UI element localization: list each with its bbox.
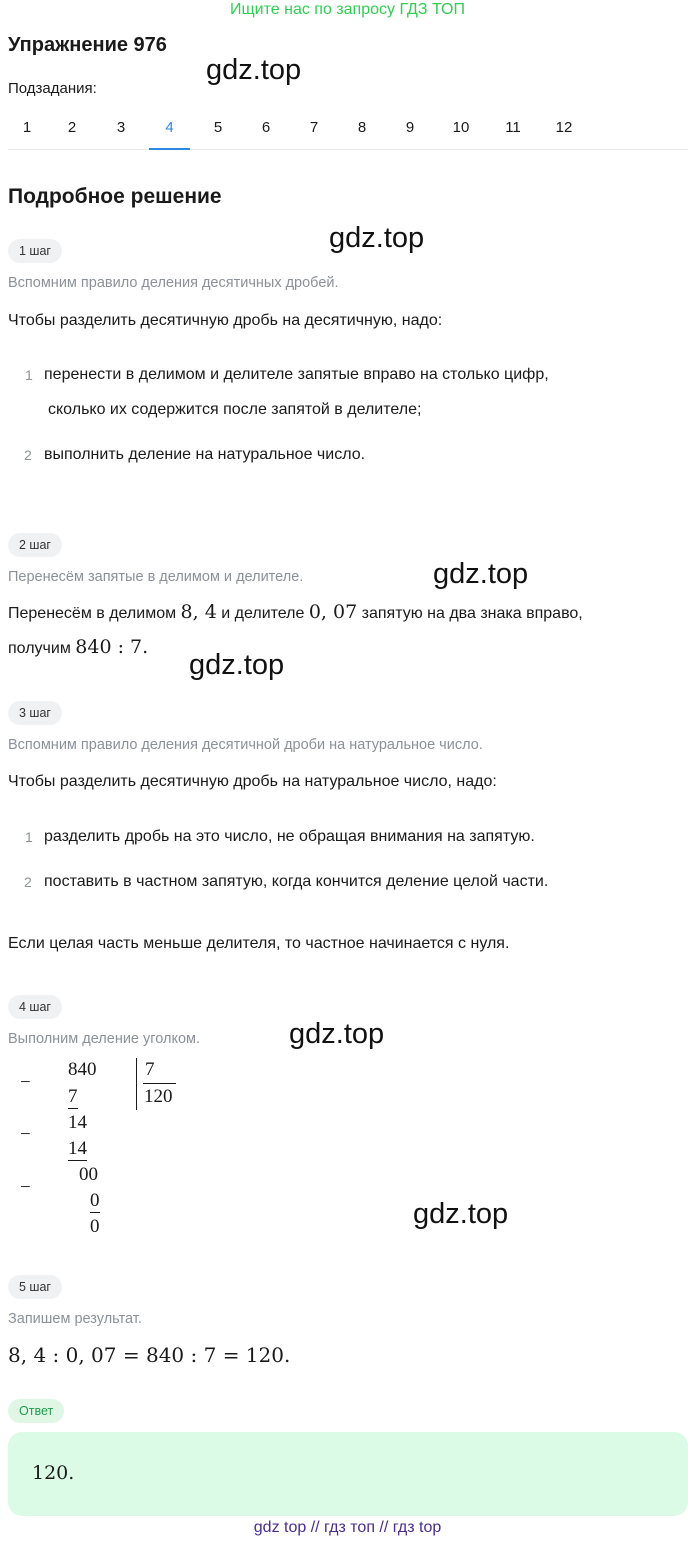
tab-8[interactable]: 8 [357, 119, 367, 136]
list-item: перенести в делимом и делителе запятые вправо на столько цифр, [44, 366, 549, 383]
division-vertical-line [136, 1058, 137, 1110]
step-3-note: Если целая часть меньше делителя, то частное начинается с нуля. [8, 935, 510, 952]
tab-11[interactable]: 11 [505, 119, 521, 136]
step-2-text-line2 [8, 636, 148, 658]
list-item-number: 1 [25, 829, 33, 845]
list-item: выполнить деление на натуральное число. [44, 446, 366, 463]
tab-12[interactable]: 12 [555, 119, 573, 136]
division-remainder: 00 [79, 1164, 98, 1185]
tab-7[interactable]: 7 [309, 119, 319, 136]
math-expression: 840 : 7. [75, 636, 149, 658]
step-3-pill: 3 шаг [8, 701, 62, 725]
division-subtrahend: 7 [68, 1086, 78, 1107]
text: и делителе [221, 605, 305, 622]
footer-links[interactable]: gdz top // гдз топ // гдз top [253, 1519, 442, 1536]
division-dividend: 840 [68, 1059, 97, 1080]
step-5-pill: 5 шаг [8, 1275, 62, 1299]
step-3-text: Чтобы разделить десятичную дробь на натуральное число, надо: [8, 773, 497, 790]
text: запятую на два знака вправо, [361, 605, 583, 622]
division-horizontal-line [143, 1083, 176, 1084]
answer-pill: Ответ [8, 1399, 64, 1423]
step-2-pill: 2 шаг [8, 533, 62, 557]
text: Перенесём в делимом [8, 605, 177, 622]
minus-sign: − [20, 1072, 31, 1093]
math-divisor: 0, 07 [308, 601, 358, 623]
tab-3[interactable]: 3 [116, 119, 126, 136]
watermark: gdz.top [329, 222, 425, 254]
division-subtrahend: 0 [90, 1190, 100, 1211]
watermark: gdz.top [433, 558, 529, 590]
division-subtrahend: 14 [68, 1138, 87, 1159]
step-4-hint: Выполним деление уголком. [8, 1031, 201, 1047]
step-1-pill: 1 шаг [8, 239, 62, 263]
step-1-text: Чтобы разделить десятичную дробь на десятичную, надо: [8, 312, 443, 329]
watermark: gdz.top [413, 1198, 509, 1230]
tab-9[interactable]: 9 [405, 119, 415, 136]
top-banner[interactable]: Ищите нас по запросу ГДЗ ТОП [230, 1, 465, 18]
tab-10[interactable]: 10 [452, 119, 470, 136]
minus-sign: − [20, 1124, 31, 1145]
division-remainder: 14 [68, 1112, 87, 1133]
tab-5[interactable]: 5 [213, 119, 223, 136]
list-item: разделить дробь на это число, не обращая внимания на запятую. [44, 828, 535, 845]
tab-6[interactable]: 6 [261, 119, 271, 136]
tab-1[interactable]: 1 [22, 119, 32, 136]
step-5-hint: Запишем результат. [8, 1311, 142, 1327]
step-2-text [8, 601, 583, 623]
answer-box [8, 1432, 688, 1516]
subtasks-label: Подзадания: [8, 80, 97, 97]
math-dividend: 8, 4 [180, 601, 217, 623]
list-item: поставить в частном запятую, когда кончится деление целой части. [44, 873, 549, 890]
watermark: gdz.top [189, 649, 285, 681]
watermark: gdz.top [289, 1018, 385, 1050]
list-item-number: 2 [24, 447, 32, 463]
page-title: Упражнение 976 [8, 34, 167, 56]
watermark: gdz.top [206, 54, 302, 86]
step-4-pill: 4 шаг [8, 995, 62, 1019]
tab-4[interactable]: 4 [149, 106, 190, 150]
division-divisor: 7 [145, 1059, 155, 1080]
step-3-hint: Вспомним правило деления десятичной дроби на натуральное число. [8, 737, 483, 753]
step-1-hint: Вспомним правило деления десятичных дробей. [8, 275, 339, 291]
list-item-number: 1 [25, 367, 33, 383]
answer-value: 120. [32, 1462, 75, 1484]
list-item-number: 2 [24, 874, 32, 890]
division-quotient: 120 [144, 1086, 173, 1107]
minus-sign: − [20, 1177, 31, 1198]
step-2-hint: Перенесём запятые в делимом и делителе. [8, 569, 304, 585]
result-formula: 8, 4 : 0, 07 = 840 : 7 = 120. [8, 1343, 291, 1367]
division-final-remainder: 0 [90, 1216, 100, 1237]
subtask-tabs [8, 106, 688, 150]
tab-2[interactable]: 2 [67, 119, 77, 136]
text: получим [8, 640, 71, 657]
list-item: сколько их содержится после запятой в делителе; [48, 401, 422, 418]
solution-title: Подробное решение [8, 185, 222, 208]
